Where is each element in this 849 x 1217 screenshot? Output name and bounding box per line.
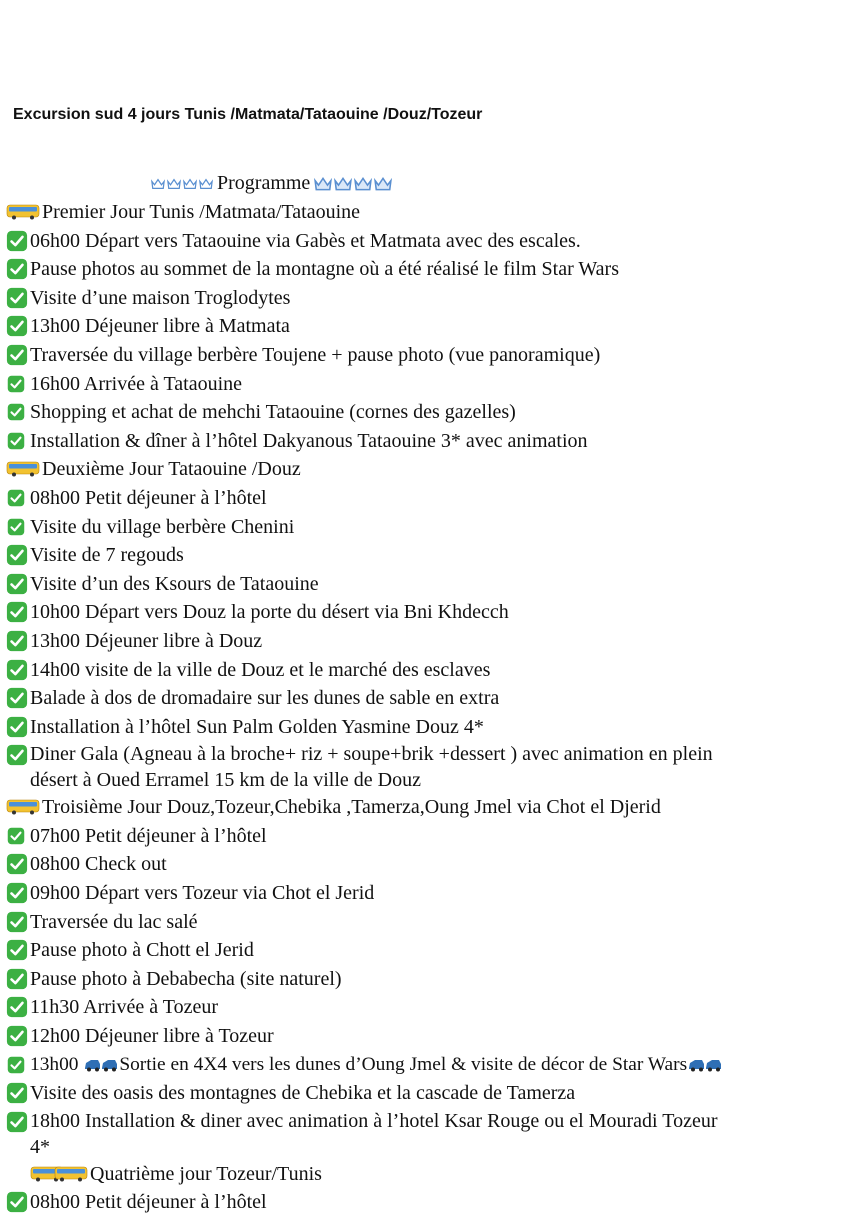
line-text: 14h00 visite de la ville de Douz et le marché des esclaves: [30, 658, 491, 681]
line-icon: [6, 513, 28, 541]
check-icon: [6, 315, 28, 337]
line-text: Quatrième jour Tozeur/Tunis: [90, 1162, 322, 1185]
line-icon: [6, 741, 28, 769]
itinerary-line: [6, 713, 842, 742]
line-body: [30, 570, 319, 599]
line-text: Visite d’une maison Troglodytes: [30, 286, 291, 309]
crown-icon: [151, 177, 165, 191]
line-icon: [6, 570, 28, 598]
itinerary-line: [6, 541, 842, 570]
line-text: Traversée du village berbère Toujene + pause photo (vue panoramique): [30, 343, 601, 366]
line-text: Balade à dos de dromadaire sur les dunes de sable en extra: [30, 687, 500, 710]
line-text: Visite d’un des Ksours de Tataouine: [30, 572, 319, 595]
itinerary-line: [6, 198, 842, 227]
line-icon: [6, 627, 28, 655]
line-text: 08h00 Check out: [30, 853, 167, 876]
crown-icon: [167, 177, 181, 191]
itinerary-line: [6, 570, 842, 599]
line-text: 13h00 Déjeuner libre à Matmata: [30, 315, 290, 338]
line-icon: [6, 341, 28, 369]
bus-icon: [54, 1166, 88, 1182]
check-icon: [6, 573, 28, 595]
line-body: [30, 850, 167, 879]
line-body: [30, 1079, 575, 1108]
line-icon: [6, 1022, 28, 1050]
check-icon: [6, 996, 28, 1018]
line-icon: [6, 227, 28, 255]
line-body: [42, 793, 661, 822]
line-text: 07h00 Petit déjeuner à l’hôtel: [30, 824, 267, 847]
line-text: 16h00 Arrivée à Tataouine: [30, 372, 243, 395]
line-body: [30, 541, 184, 570]
line-text: Deuxième Jour Tataouine /Douz: [42, 458, 301, 481]
check-icon: [7, 1056, 25, 1074]
line-text: Traversée du lac salé: [30, 910, 198, 933]
line-body: [30, 1108, 718, 1160]
line-icon: [6, 255, 28, 283]
check-icon: [7, 518, 25, 536]
line-text: Diner Gala (Agneau à la broche+ riz + soupe+brik +dessert ) avec animation en plein: [30, 743, 713, 766]
line-icon: [6, 993, 28, 1021]
car-icon: [84, 1058, 118, 1072]
itinerary-line: [6, 484, 842, 513]
crown-icons-left: [151, 177, 213, 191]
document-title: Excursion sud 4 jours Tunis /Matmata/Tataouine /Douz/Tozeur: [13, 106, 483, 123]
crown-icon: [374, 175, 392, 193]
line-text: Troisième Jour Douz,Tozeur,Chebika ,Tamerza,Oung Jmel via Chot el Djerid: [42, 796, 661, 819]
line-text: 10h00 Départ vers Douz la porte du désert via Bni Khdecch: [30, 601, 509, 624]
line-body: [30, 656, 490, 685]
itinerary-line: [6, 936, 842, 965]
itinerary-line: [6, 965, 842, 994]
line-text: Shopping et achat de mehchi Tataouine (cornes des gazelles): [30, 401, 516, 424]
line-body: [42, 198, 360, 227]
itinerary-line: [6, 656, 842, 685]
crown-icon: [183, 177, 197, 191]
check-icon: [6, 744, 28, 766]
line-text: Pause photo à Chott el Jerid: [30, 939, 254, 962]
line-body: [30, 484, 267, 513]
line-text-after-car: Sortie en 4X4 vers les dunes d’Oung Jmel & visite de décor de Star Wars: [119, 1053, 688, 1075]
line-icon: [6, 541, 28, 569]
line-text: Installation & dîner à l’hôtel Dakyanous Tataouine 3* avec animation: [30, 429, 588, 452]
line-text: 12h00 Déjeuner libre à Tozeur: [30, 1025, 274, 1048]
itinerary-line: [6, 398, 842, 427]
line-text: 13h00: [30, 1053, 84, 1075]
line-text: 11h30 Arrivée à Tozeur: [30, 996, 218, 1019]
line-text: Visite de 7 regouds: [30, 544, 184, 567]
line-text: 08h00 Petit déjeuner à l’hôtel: [30, 486, 267, 509]
line-body: [30, 598, 509, 627]
line-icon: [6, 684, 28, 712]
check-icon: [6, 716, 28, 738]
line-icon: [6, 455, 40, 483]
itinerary-line: [6, 684, 842, 713]
line-icon: [6, 484, 28, 512]
line-text: Premier Jour Tunis /Matmata/Tataouine: [42, 201, 361, 223]
check-icon: [6, 1191, 28, 1213]
line-body: [30, 684, 499, 713]
itinerary-line: [6, 284, 842, 313]
itinerary-line: [6, 793, 842, 822]
line-text: Visite du village berbère Chenini: [30, 515, 295, 538]
check-icon: [6, 853, 28, 875]
itinerary-line: [6, 1188, 842, 1217]
check-icon: [6, 630, 28, 652]
itinerary-line: [6, 370, 842, 399]
line-icon: [6, 656, 28, 684]
check-icon: [6, 258, 28, 280]
line-icon: [6, 1188, 28, 1216]
line-text: Pause photos au sommet de la montagne où a été réalisé le film Star Wars: [30, 258, 619, 281]
line-icon: [6, 713, 28, 741]
line-icon: [6, 370, 28, 398]
line-body: [30, 879, 374, 908]
line-body: [30, 627, 262, 656]
programme-label: Programme: [217, 172, 311, 194]
line-body: [30, 993, 218, 1022]
line-body: [30, 227, 581, 256]
itinerary-line: [6, 879, 842, 908]
line-icon: [6, 793, 40, 821]
line-body: [30, 513, 294, 542]
itinerary-line: [6, 312, 842, 341]
line-text: Pause photo à Debabecha (site naturel): [30, 967, 342, 990]
line-text: 06h00 Départ vers Tataouine via Gabès et Matmata avec des escales.: [30, 229, 581, 252]
line-body: [30, 1022, 274, 1051]
line-body: [30, 255, 619, 284]
bus-icon: [6, 204, 40, 220]
line-body: [30, 1188, 267, 1217]
itinerary-line: [6, 1108, 842, 1160]
itinerary-line: [6, 341, 842, 370]
line-body: [30, 908, 198, 937]
line-continuation: désert à Oued Erramel 15 km de la ville de Douz: [30, 769, 421, 792]
check-icon: [6, 230, 28, 252]
line-icon: [6, 1051, 28, 1079]
bus-icon: [6, 799, 40, 815]
line-body: [90, 1160, 322, 1189]
itinerary-line: [6, 1160, 842, 1189]
check-icon: [7, 827, 25, 845]
check-icon: [6, 344, 28, 366]
line-icon: [6, 879, 28, 907]
line-icon: [6, 427, 28, 455]
check-icon: [6, 1111, 28, 1133]
line-body: [30, 427, 588, 456]
line-icon: [6, 284, 28, 312]
check-icon: [6, 659, 28, 681]
crown-icon: [199, 177, 213, 191]
itinerary-line: [6, 1079, 842, 1108]
itinerary-line: [6, 227, 842, 256]
line-icon: [6, 908, 28, 936]
check-icon: [6, 1082, 28, 1104]
check-icon: [6, 687, 28, 709]
line-icon: [6, 936, 28, 964]
car-icon: [688, 1058, 722, 1072]
line-icon: [6, 398, 28, 426]
line-text: 08h00 Petit déjeuner à l’hôtel: [30, 1191, 267, 1214]
crown-icon: [354, 175, 372, 193]
itinerary-line: [6, 993, 842, 1022]
itinerary-line: [6, 598, 842, 627]
crown-icons-right: [314, 175, 392, 193]
line-text: 09h00 Départ vers Tozeur via Chot el Jerid: [30, 882, 375, 905]
programme-heading: [147, 172, 396, 195]
check-icon: [6, 939, 28, 961]
crown-icon: [334, 175, 352, 193]
line-icon: [6, 598, 28, 626]
line-body: [30, 312, 290, 341]
line-icon: [6, 850, 28, 878]
line-body: [30, 284, 290, 313]
line-body: [30, 398, 516, 427]
line-body: [30, 1051, 723, 1080]
check-icon: [7, 403, 25, 421]
check-icon: [6, 544, 28, 566]
line-body: [30, 741, 713, 793]
check-icon: [6, 882, 28, 904]
itinerary-line: [6, 455, 842, 484]
itinerary-line: [6, 1022, 842, 1051]
line-body: [30, 370, 242, 399]
check-icon: [6, 968, 28, 990]
check-icon: [7, 375, 25, 393]
line-body: [30, 936, 254, 965]
itinerary-list: [6, 198, 842, 1217]
line-text: 18h00 Installation & diner avec animation à l’hotel Ksar Rouge ou el Mouradi Tozeur: [30, 1109, 718, 1132]
line-text: Visite des oasis des montagnes de Chebika et la cascade de Tamerza: [30, 1082, 576, 1105]
line-icon: [6, 1160, 88, 1188]
itinerary-line: [6, 822, 842, 851]
check-icon: [6, 1025, 28, 1047]
line-icon: [6, 198, 40, 226]
line-icon: [6, 1108, 28, 1136]
itinerary-line: [6, 908, 842, 937]
line-body: [30, 822, 267, 851]
line-body: [42, 455, 301, 484]
line-text: Installation à l’hôtel Sun Palm Golden Yasmine Douz 4*: [30, 715, 484, 738]
line-text: 13h00 Déjeuner libre à Douz: [30, 629, 263, 652]
itinerary-line: [6, 255, 842, 284]
itinerary-line: [6, 1051, 842, 1080]
line-body: [30, 341, 600, 370]
itinerary-line: [6, 627, 842, 656]
itinerary-line: [6, 741, 842, 793]
check-icon: [6, 287, 28, 309]
line-continuation: 4*: [30, 1135, 50, 1158]
line-icon: [6, 312, 28, 340]
line-body: [30, 713, 484, 742]
check-icon: [7, 432, 25, 450]
crown-icon: [314, 175, 332, 193]
itinerary-line: [6, 427, 842, 456]
check-icon: [7, 489, 25, 507]
line-icon: [6, 965, 28, 993]
check-icon: [6, 911, 28, 933]
line-body: [30, 965, 342, 994]
itinerary-line: [6, 513, 842, 542]
line-icon: [6, 1079, 28, 1107]
bus-icon: [6, 461, 40, 477]
itinerary-line: [6, 850, 842, 879]
check-icon: [6, 601, 28, 623]
line-icon: [6, 822, 28, 850]
